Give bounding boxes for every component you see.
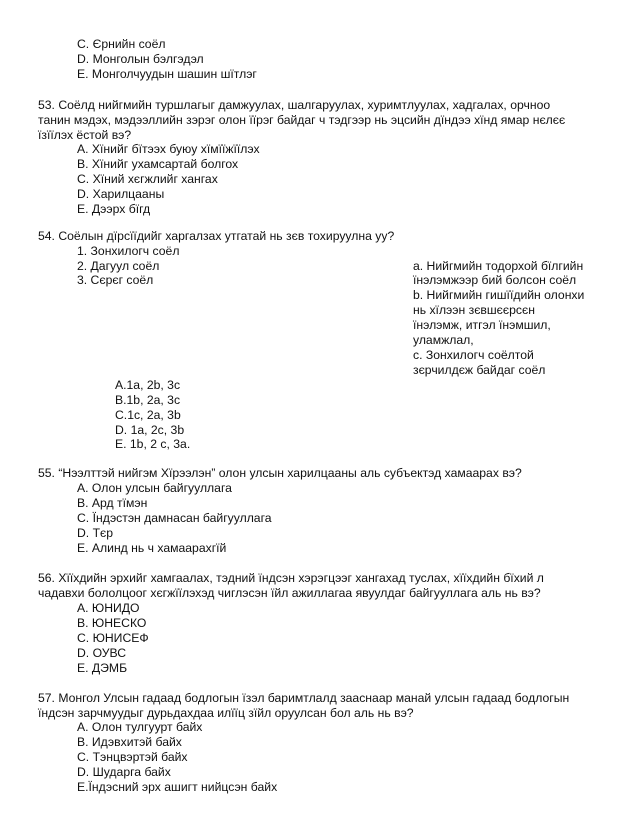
question-53-text: 53. Соёлд нийгмийн туршлагыг дамжуулах, шалгаруулах, хуримтлуулах, хадгалах, орчноо — [38, 98, 551, 112]
option-line: A. Хїнийг бїтээх буюу хїмїїжїїлэх — [77, 142, 260, 156]
option-line: E.Їндэсний эрх ашигт нийцсэн байх — [77, 780, 278, 794]
match-left-item: 3. Сєрєг соёл — [77, 273, 154, 287]
option-line: E. 1b, 2 c, 3a. — [115, 437, 191, 451]
option-line: A. ЮНИДО — [77, 601, 140, 615]
option-line: C. ЮНИСЕФ — [77, 631, 149, 645]
option-line: D. Монголын бэлгэдэл — [77, 52, 204, 66]
option-line: E. Алинд нь ч хамаарахгїй — [77, 541, 227, 555]
option-line: C. Тэнцвэртэй байх — [77, 750, 188, 764]
option-line: D. ОУВС — [77, 646, 127, 660]
question-56-text: чадавхи бололцоог хєгжїїлэхэд чиглэсэн їйл ажиллагаа явуулдаг байгууллага аль нь вэ? — [38, 586, 541, 600]
option-line: B. Хїнийг ухамсартай болгох — [77, 157, 239, 171]
question-56-text: 56. Хїїхдийн эрхийг хамгаалах, тэдний їндсэн хэрэгцээг хангахад туслах, хїїхдийн бїхий л — [38, 571, 544, 585]
match-left-item: 2. Дагуул соёл — [77, 259, 160, 273]
option-line: E. Монголчуудын шашин шїтлэг — [77, 67, 257, 81]
option-line: A.1a, 2b, 3c — [115, 378, 181, 392]
match-right-line: зєрчилдєж байдаг соёл — [413, 363, 546, 377]
option-line: B. Идэвхитэй байх — [77, 735, 182, 749]
option-line: B. Ард тїмэн — [77, 496, 148, 510]
option-line: C. Їндэстэн дамнасан байгууллага — [77, 511, 272, 525]
question-55-text: 55. “Нээлттэй нийгэм Хїрээлэн” олон улсын харилцааны аль субъектэд хамаарах вэ? — [38, 466, 522, 480]
question-57-text: 57. Монгол Улсын гадаад бодлогын їзэл баримтлалд зааснаар манай улсын гадаад бодлогын — [38, 691, 570, 705]
question-57-text: їндсэн зарчмуудыг дурьдахдаа илїїц зїйл оруулсан бол аль нь вэ? — [38, 706, 414, 720]
option-line: C. Єрнийн соёл — [77, 37, 166, 51]
option-line: D. Шударга байх — [77, 765, 171, 779]
option-line: A. Олон улсын байгууллага — [77, 481, 232, 495]
option-line: C. Хїний хєгжлийг хангах — [77, 172, 218, 186]
question-53-text: їзїїлэх ёстой вэ? — [38, 128, 132, 142]
option-line: A. Олон тулгуурт байх — [77, 720, 203, 734]
question-54-text: 54. Соёлын дїрсїїдийг харгалзах утгатай нь зєв тохируулна уу? — [38, 229, 395, 243]
match-right-line: c. Зонхилогч соёлтой — [413, 348, 534, 362]
match-right-line: уламжлал, — [413, 333, 474, 347]
option-line: E. Дээрх бїгд — [77, 202, 151, 216]
option-line: D. Тєр — [77, 526, 114, 540]
match-right-line: нь хїлээн зєвшєєрсєн — [413, 303, 535, 317]
match-right-line: b. Нийгмийн гишїїдийн олонхи — [413, 288, 585, 302]
option-line: C.1c, 2a, 3b — [115, 408, 181, 422]
option-line: B. ЮНЕСКО — [77, 616, 147, 630]
match-left-item: 1. Зонхилогч соёл — [77, 244, 180, 258]
option-line: E. ДЭМБ — [77, 661, 128, 675]
option-line: D. Харилцааны — [77, 187, 165, 201]
match-right-line: a. Нийгмийн тодорхой бїлгийн — [413, 259, 584, 273]
question-53-text: танин мэдэх, мэдээллийн зэрэг олон їїрэг байдаг ч тэдгээр нь эцсийн дїндээ хїнд ямар нєлєє — [38, 113, 566, 127]
option-line: D. 1a, 2c, 3b — [115, 423, 185, 437]
match-right-line: їнэлэмж, итгэл їнэмшил, — [413, 318, 551, 332]
option-line: B.1b, 2a, 3c — [115, 393, 181, 407]
match-right-line: їнэлэмжээр бий болсон соёл — [413, 273, 577, 287]
